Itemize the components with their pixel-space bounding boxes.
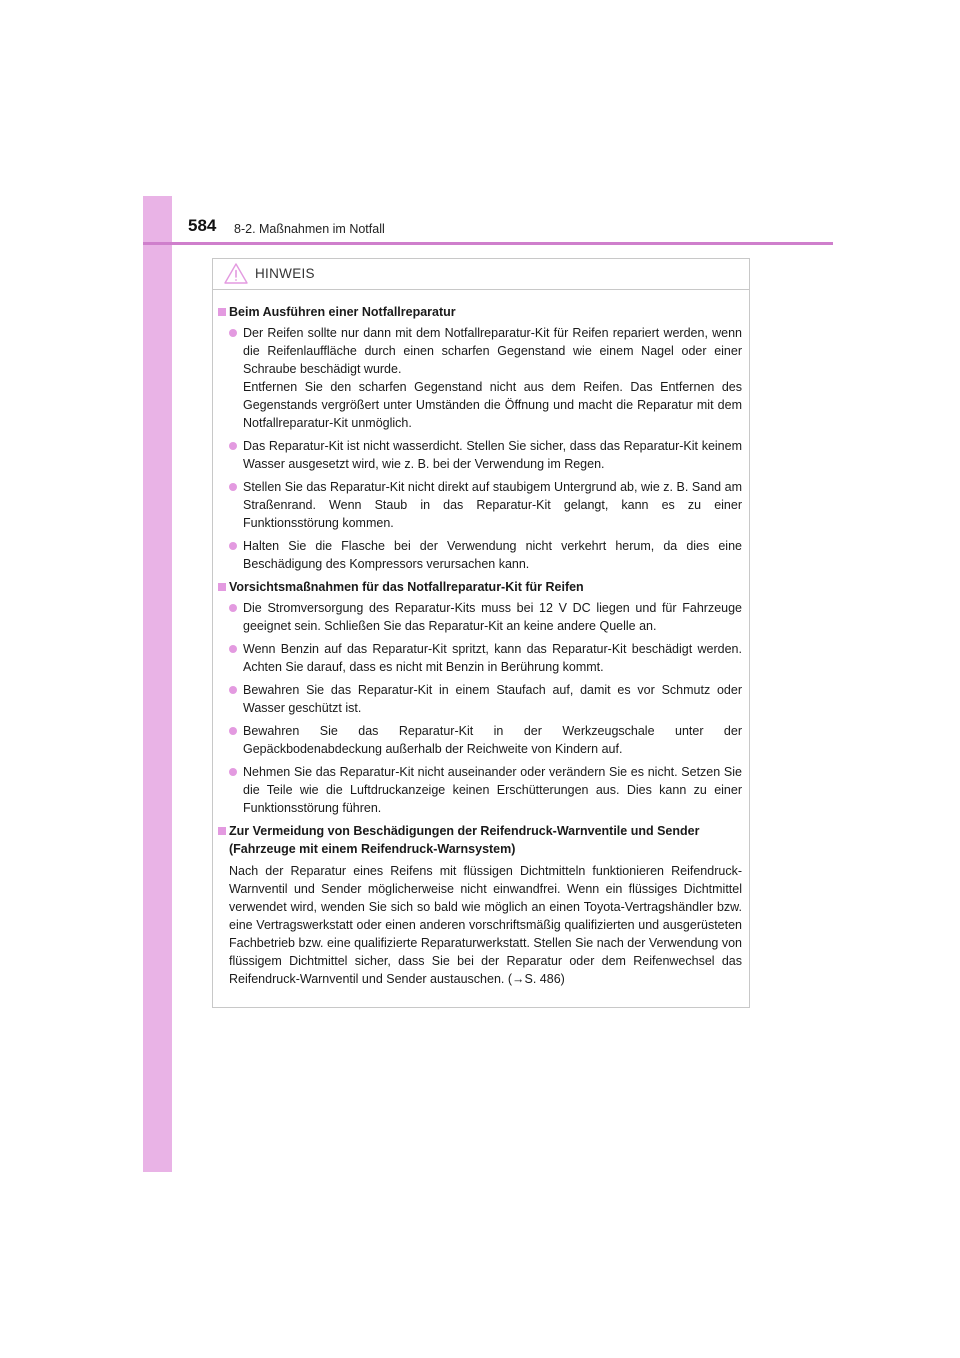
list-item: Die Stromversorgung des Reparatur-Kits muss bei 12 V DC liegen und für Fahrzeuge geeignet sein. Schließen Sie das Reparatur-Kit an keine andere Quelle an. [218, 599, 742, 635]
list-item: Bewahren Sie das Reparatur-Kit in der Werkzeugschale unter der Gepäckbodenabdeckung außerhalb der Reichweite von Kindern auf. [218, 722, 742, 758]
bullet-dot-icon [229, 727, 237, 735]
notice-header [213, 259, 749, 290]
section-heading: Vorsichtsmaßnahmen für das Notfallreparatur-Kit für Reifen [218, 578, 742, 596]
bullet-dot-icon [229, 768, 237, 776]
page-number: 584 [188, 216, 217, 235]
list-item: Bewahren Sie das Reparatur-Kit in einem Staufach auf, damit es vor Schmutz oder Wasser geschützt ist. [218, 681, 742, 717]
section-heading: Beim Ausführen einer Notfallreparatur [218, 303, 742, 321]
square-bullet-icon [218, 308, 226, 316]
bullet-dot-icon [229, 645, 237, 653]
list-item: Der Reifen sollte nur dann mit dem Notfallreparatur-Kit für Reifen repariert werden, wenn die Reifenlauffläche durch einen scharfen Gegenstand wie einem Nagel oder einer Schraube beschädigt wurde. Entfernen Sie den scharfen Gegenstand nicht aus dem Reifen. Das Entfernen des Gegenstands vergrößert unter Umständen die Öffnung und macht die Reparatur mit dem Notfallreparatur-Kit unmöglich. [218, 324, 742, 432]
list-item: Wenn Benzin auf das Reparatur-Kit spritzt, kann das Reparatur-Kit beschädigt werden. Achten Sie darauf, dass es nicht mit Benzin in Berührung kommt. [218, 640, 742, 676]
list-item: Das Reparatur-Kit ist nicht wasserdicht. Stellen Sie sicher, dass das Reparatur-Kit keinem Wasser ausgesetzt wird, wie z. B. bei der Verwendung im Regen. [218, 437, 742, 473]
bullet-dot-icon [229, 686, 237, 694]
notice-title: HINWEIS [255, 266, 315, 281]
header-rule [143, 242, 833, 245]
list-item: Stellen Sie das Reparatur-Kit nicht direkt auf staubigem Untergrund ab, wie z. B. Sand am Straßenrand. Wenn Staub in das Reparatur-Kit gelangt, kann es zu einer Funktionsstörung kommen. [218, 478, 742, 532]
square-bullet-icon [218, 583, 226, 591]
chapter-title: 8-2. Maßnahmen im Notfall [234, 222, 385, 236]
notice-box [212, 258, 750, 1008]
bullet-dot-icon [229, 442, 237, 450]
bullet-dot-icon [229, 329, 237, 337]
list-item: Halten Sie die Flasche bei der Verwendung nicht verkehrt herum, da dies eine Beschädigung des Kompressors verursachen kann. [218, 537, 742, 573]
bullet-dot-icon [229, 604, 237, 612]
list-item: Nehmen Sie das Reparatur-Kit nicht auseinander oder verändern Sie es nicht. Setzen Sie die Teile wie die Luftdruckanzeige keinen Erschütterungen aus. Dies kann zu einer Funktionsstörung führen. [218, 763, 742, 817]
bullet-dot-icon [229, 483, 237, 491]
paragraph: Nach der Reparatur eines Reifens mit flüssigen Dichtmitteln funktionieren Reifendruck-Warnventil und Sender möglicherweise nicht einwandfrei. Wenn ein flüssiges Dichtmittel verwendet wird, wenden Sie sich so bald wie möglich an einen Toyota-Vertragshändler bzw. eine Vertragswerkstatt oder einen anderen vorschriftsmäßig qualifizierten und ausgerüsteten Fachbetrieb bzw. eine qualifizierte Reparaturwerkstatt. Stellen Sie nach der Verwendung von flüssigem Dichtmittel sicher, dass Sie bei der Reparatur oder dem Reifenwechsel das Reifendruck-Warnventil und Sender austauschen. (→S. 486) [229, 864, 742, 986]
bullet-dot-icon [229, 542, 237, 550]
notice-body [213, 290, 749, 988]
chapter-sidebar-tab [143, 196, 172, 1172]
square-bullet-icon [218, 827, 226, 835]
section-heading: Zur Vermeidung von Beschädigungen der Reifendruck-Warnventile und Sender (Fahrzeuge mit einem Reifendruck-Warnsystem) [218, 822, 742, 858]
warning-triangle-icon [223, 262, 249, 285]
